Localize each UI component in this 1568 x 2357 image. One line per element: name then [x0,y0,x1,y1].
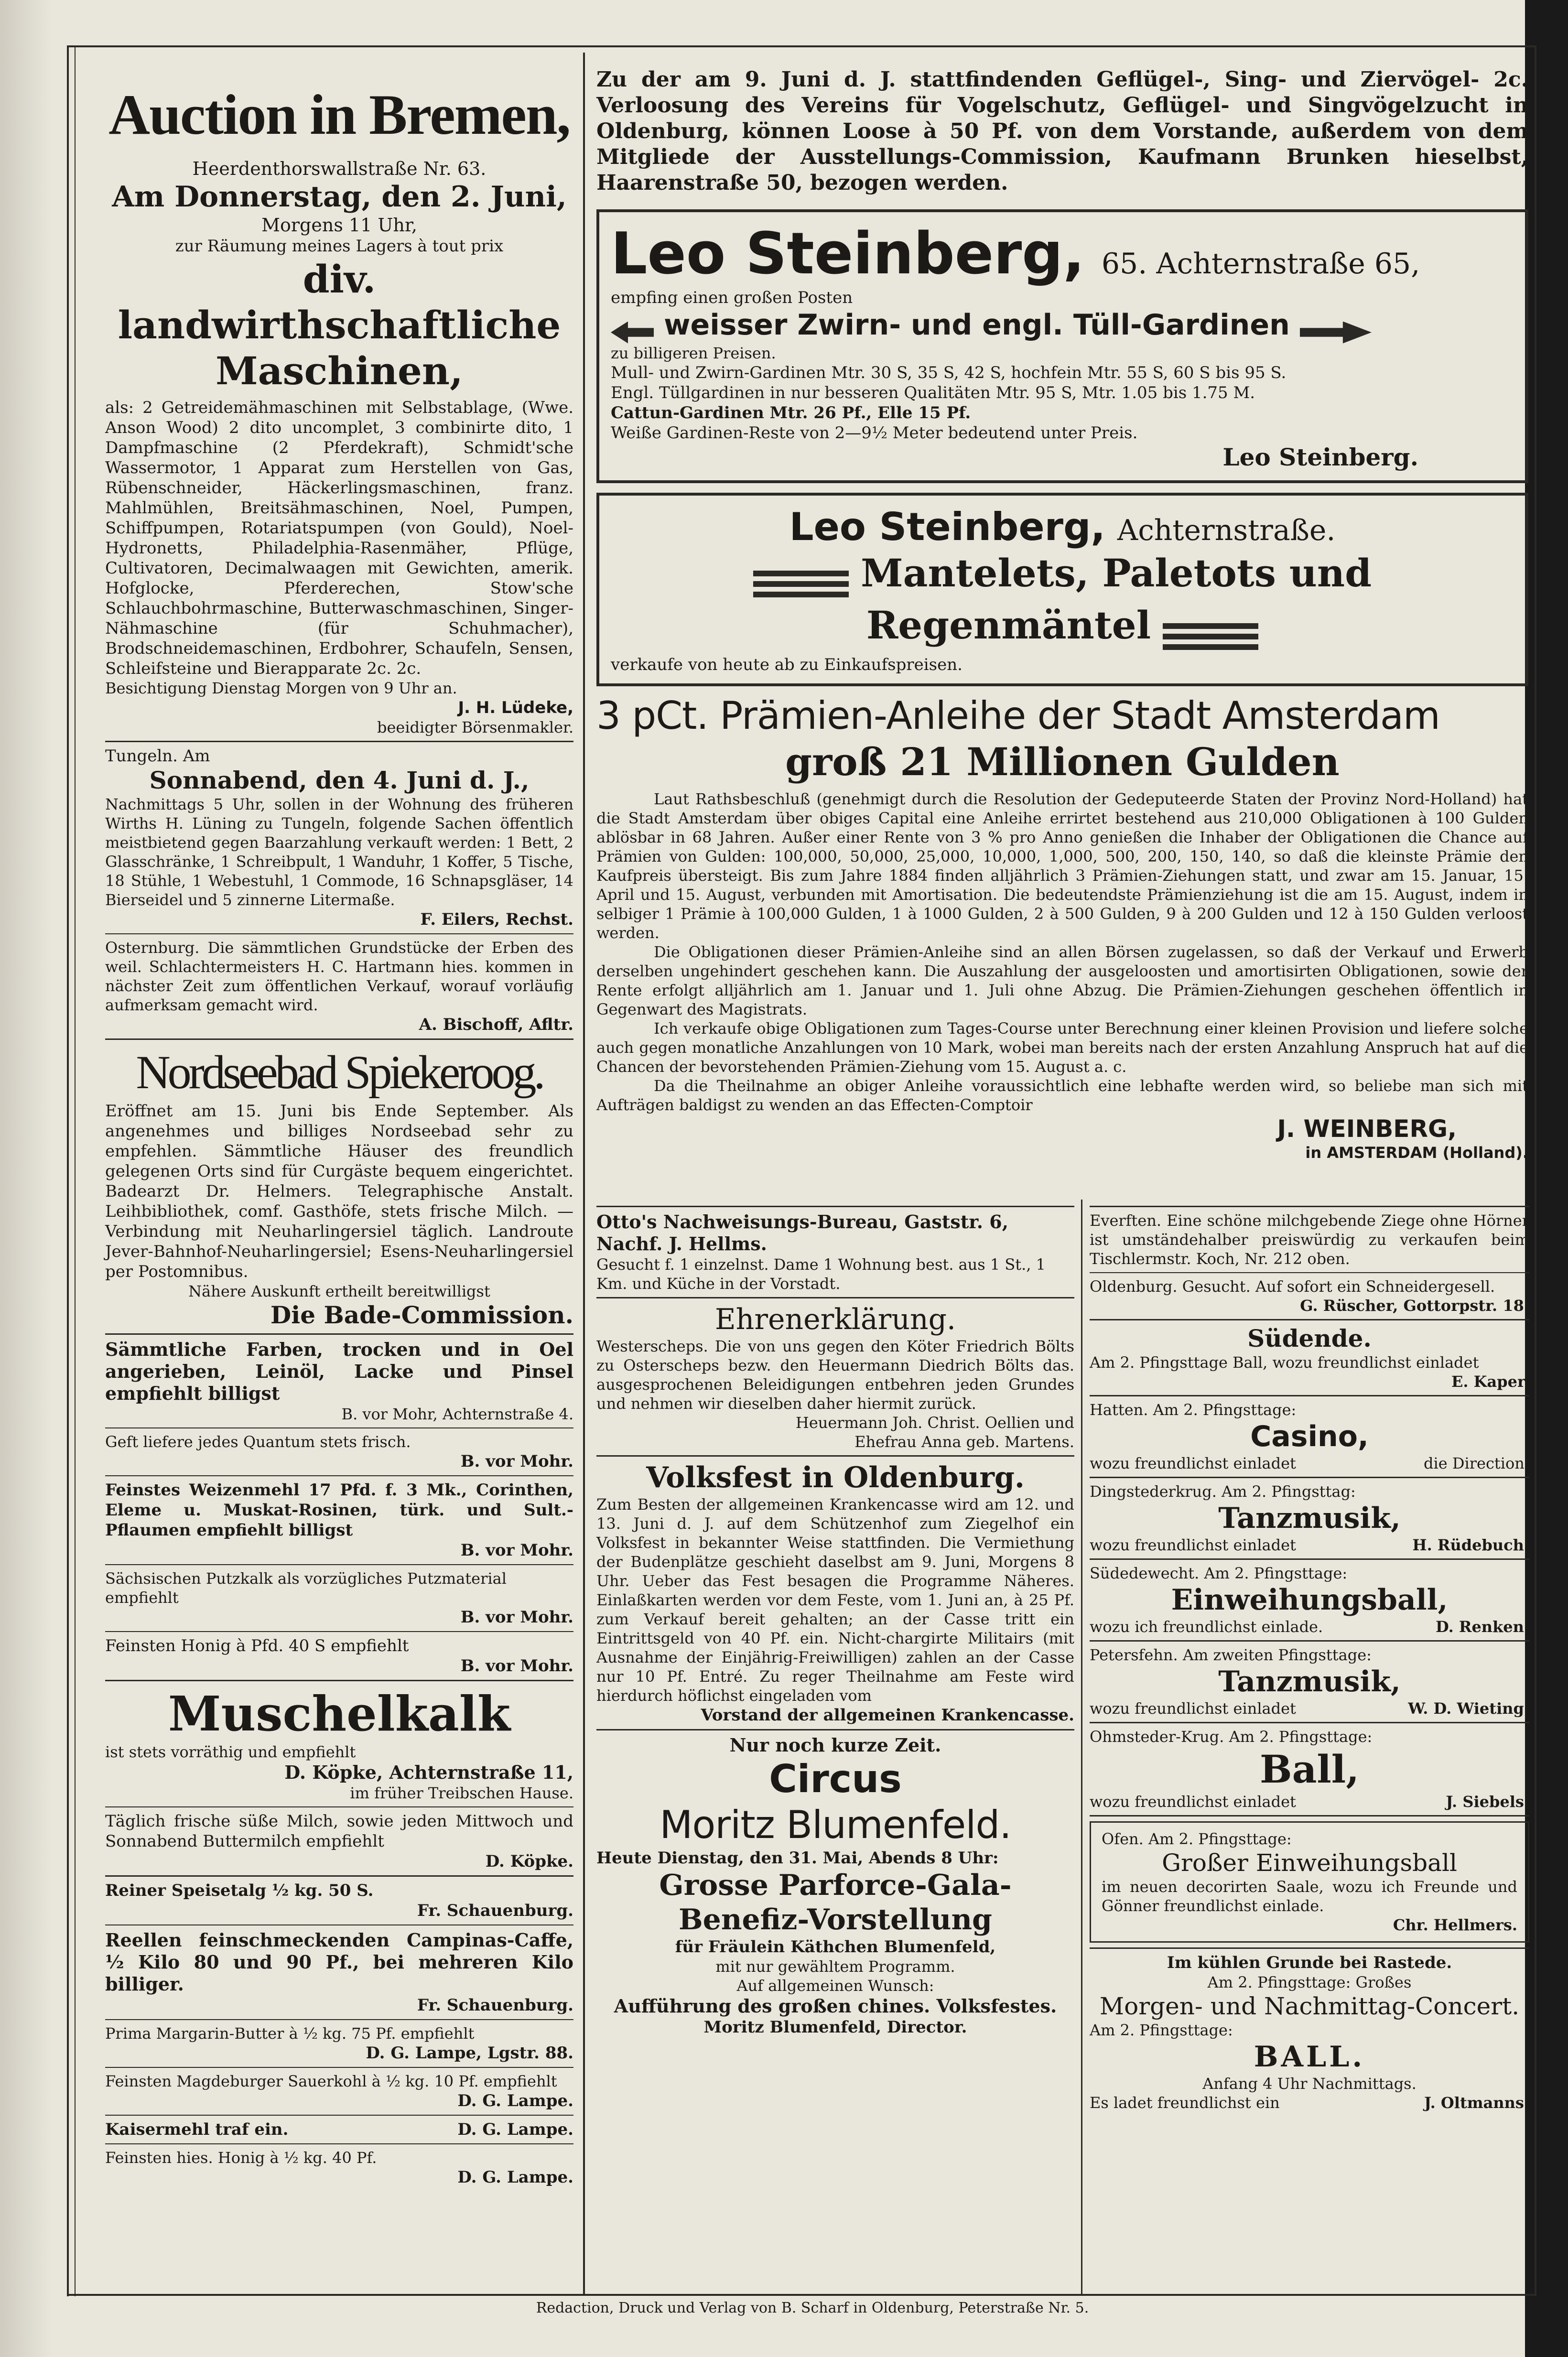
divider [105,741,573,742]
lampe-ad: Feinsten hies. Honig à ½ kg. 40 Pf. [105,2149,377,2167]
divider [596,1455,1074,1457]
suedende-ad: Am 2. Pfingsttage Ball, wozu freundlichst einladet [1090,1353,1479,1372]
sued-title: Einweihungsball, [1171,1583,1448,1617]
lampe-signer: D. G. Lampe. [457,2168,573,2187]
ofen-ad [1090,1821,1529,1943]
sued-signer: D. Renken. [1435,1618,1529,1636]
rastede-start: Anfang 4 Uhr Nachmittags. [1202,2075,1417,2093]
divider [596,1206,1074,1207]
lampe-signer: D. G. Lampe. [457,2091,573,2110]
divider [105,1806,573,1807]
auction-viewing: Besichtigung Dienstag Morgen von 9 Uhr an. [105,679,457,697]
dingst-intro: Dingstederkrug. Am 2. Pfingsttag: [1090,1482,1356,1501]
volksfest-signer: Vorstand der allgemeinen Krankencasse. [701,1706,1074,1725]
auction-heading: Maschinen, [216,348,463,393]
steinberg-address: Achternstraße. [1117,513,1336,547]
column-divider [1081,1200,1082,2294]
amsterdam-paragraph: Da die Theilnahme an obiger Anleihe voraussichtlich eine lebhafte werden wird, so beliebe man sich mit Aufträgen baldigst zu wenden an das Effecten-Comptoir [596,1076,1528,1114]
circus-for: für Fräulein Käthchen Blumenfeld, [675,1937,996,1957]
amsterdam-signer: J. WEINBERG, [1277,1114,1457,1143]
divider [105,2115,573,2116]
tungeln-date: Sonnabend, den 4. Juni d. J., [149,766,530,794]
divider [1090,1206,1529,1207]
ohm-signer: J. Siebels. [1446,1793,1529,1811]
steinberg-gardinen-ad [596,209,1528,483]
page-gutter [0,0,53,2357]
divider [105,2067,573,2068]
steinberg-signer: Leo Steinberg. [1222,443,1418,471]
steinberg-mantel-ad [596,493,1528,686]
circus-name: Moritz Blumenfeld. [660,1803,1011,1847]
steinberg-note: verkaufe von heute ab zu Einkaufspreisen. [611,655,962,674]
divider [1090,1395,1529,1396]
ohm-ad: wozu freundlichst einladet [1090,1793,1296,1811]
auction-body: als: 2 Getreidemähmaschinen mit Selbstablage, (Wwe. Anson Wood) 2 dito uncomplet, 3 combinirte dito, 1 Dampfmaschine (2 Pferdekraft), Schmidt'sche Wassermotor, 1 Apparat zum Herstellen von Gas, Rübenschneider, Häckerlingsmaschinen, franz. Mahlmühlen, Breitsähmaschinen, Noel, Pumpen, Schiffpumpen, Rotariatspumpen (von Gould), Noel-Hydronetts, Philadelphia-Rasenmäher, Pflüge, Cultivatoren, Decimalwaagen mit Gewichten, amerik. Hofglocke, Pferderechen, Stow'sche Schlauchbohrmaschine, Butterwaschmaschinen, Singer-Nähmaschine (für Schuhmacher), Brodschneidemaschinen, Erdbohrer, Schaufeln, Sensen, Schleifsteine und Bierapparate 2c. 2c. [105,398,573,678]
auction-date: Am Donnerstag, den 2. Juni, [112,180,567,214]
steinberg-address: 65. Achternstraße 65, [1101,247,1420,281]
dingst-signer: H. Rüdebuch. [1412,1536,1529,1554]
lampe-signer: D. G. Lampe, Lgstr. 88. [366,2043,573,2063]
ornament-bars [753,566,849,602]
ehren-signer: Heuermann Joh. Christ. Oellien und [795,1414,1074,1432]
lampe-ad: Kaisermehl traf ein. [105,2120,289,2139]
volksfest-ad [596,1460,1074,1725]
vormohr-signer: B. vor Mohr, Achternstraße 4. [341,1405,573,1423]
spiekeroog-signer: Die Bade-Commission. [270,1301,573,1329]
divider [105,2019,573,2020]
peters-ad: wozu freundlichst einladet [1090,1699,1296,1718]
vormohr-ad: Feinsten Honig à Pfd. 40 S empfiehlt [105,1636,409,1655]
sued-ad: wozu ich freundlichst einlade. [1090,1618,1323,1636]
ehren-ad [596,1302,1074,1451]
schauenburg-ad: Reiner Speisetalg ½ kg. 50 S. [105,1881,374,1900]
right-right-subcolumn [1090,1202,1529,2112]
peters-intro: Petersfehn. Am zweiten Pfingsttage: [1090,1646,1372,1664]
divider [1090,1272,1529,1273]
divider [105,2143,573,2144]
spiekeroog-ad [105,1044,573,1330]
divider [105,1631,573,1632]
suedende-title: Südende. [1247,1324,1372,1352]
auction-signer: J. H. Lüdeke, [458,698,573,717]
steinberg-name: Leo Steinberg, [611,221,1085,287]
steinberg-product: weisser Zwirn- und engl. Tüll-Gardinen [664,308,1290,342]
vormohr-ads [105,1339,573,1676]
schauenburg-signer: Fr. Schauenburg. [417,1901,573,1920]
ohm-title: Ball, [1259,1747,1360,1792]
steinberg-prices-intro: zu billigeren Preisen. [611,344,776,362]
osternburg-body: Osternburg. Die sämmtlichen Grundstücke der Erben des weil. Schlachtermeisters H. C. Hartmann hies. kommen in nächster Zeit zum öffentlichen Verkauf, worauf vorläufig aufmerksam gemacht wird. [105,939,573,1014]
vormohr-signer: B. vor Mohr. [460,1452,573,1471]
muschelkalk-signer: D. Köpke, Achternstraße 11, [284,1762,573,1783]
divider [596,1729,1074,1730]
circus-show: Grosse Parforce-Gala- [659,1869,1012,1902]
ofen-intro: Ofen. Am 2. Pfingsttage: [1102,1830,1292,1848]
rastede-intro2: Am 2. Pfingsttage: [1090,2021,1233,2039]
amsterdam-title: 3 pCt. Prämien-Anleihe der Stadt Amsterdam [596,693,1440,738]
circus-title: Circus [769,1757,902,1801]
auction-intro: zur Räumung meines Lagers à tout prix [175,237,504,256]
divider [1090,1319,1529,1320]
amsterdam-ad [596,693,1528,1162]
divider [105,1333,573,1335]
divider [1090,1558,1529,1560]
verloosung-notice: Zu der am 9. Juni d. J. stattfindenden Geflügel-, Sing- und Ziervögel- 2c. Verloosung des Vereins für Vogelschutz, Geflügel- und Singvögelzucht in Oldenburg, können Loose à 50 Pf. von dem Vorstande, außerdem von dem Mitgliede der Ausstellungs-Commission, Kaufmann Brunken hieselbst, Haarenstraße 50, bezogen werden. [596,67,1528,195]
steinberg-intro: empfing einen großen Posten [611,288,853,307]
rastede-signer: J. Oltmanns. [1424,2094,1529,2112]
divider [596,1297,1074,1298]
steinberg-product: Mantelets, Paletots und Regenmäntel [861,550,1372,648]
sued-intro: Südedewecht. Am 2. Pfingsttage: [1090,1564,1348,1582]
amsterdam-subtitle: groß 21 Millionen Gulden [785,739,1340,784]
frame-rule [67,2294,1536,2296]
circus-pre: Nur noch kurze Zeit. [729,1734,941,1756]
schauenburg-ads [105,1881,573,2015]
rastede-ball: BALL. [1254,2040,1365,2074]
amsterdam-paragraph: Ich verkaufe obige Obligationen zum Tages-Course unter Berechnung einer kleinen Provision und liefere solche auch gegen monatliche Anzahlungen von 10 Mark, wobei man bereits nach der ersten Anzahlung Anspruch hat auf die Chancen der bevorstehenden Prämien-Ziehung vom 15. August a. c. [596,1019,1528,1076]
spiekeroog-info: Nähere Auskunft ertheilt bereitwilligst [188,1282,490,1300]
hatten-title: Casino, [1250,1420,1369,1453]
ohm-intro: Ohmsteder-Krug. Am 2. Pfingsttage: [1090,1728,1373,1746]
divider [1090,1815,1529,1816]
circus-ad [596,1734,1074,2037]
steinberg-price-line: Weiße Gardinen-Reste von 2—9½ Meter bedeutend unter Preis. [611,423,1138,443]
divider [105,1875,573,1877]
steinberg-price-line: Mull- und Zwirn-Gardinen Mtr. 30 S, 35 S, 42 S, hochfein Mtr. 55 S, 60 S bis 95 S. [611,363,1287,382]
amsterdam-signer-sub: in AMSTERDAM (Holland). [1305,1143,1528,1162]
divider [1090,1947,1529,1949]
steinberg-name: Leo Steinberg, [789,504,1105,549]
lampe-ad: Feinsten Magdeburger Sauerkohl à ½ kg. 10 Pf. empfiehlt [105,2072,557,2090]
auction-address: Heerdenthorswallstraße Nr. 63. [192,158,487,179]
lampe-ad: Prima Margarin-Butter à ½ kg. 75 Pf. empfiehlt [105,2024,475,2043]
auction-time: Morgens 11 Uhr, [261,215,417,236]
otto-ad [596,1211,1074,1293]
dingst-ad: wozu freundlichst einladet [1090,1536,1296,1554]
muschelkalk-ad [105,1685,573,1871]
ehren-title: Ehrenerklärung. [714,1303,956,1336]
pointing-hand-icon [611,322,654,344]
vormohr-signer: B. vor Mohr. [460,1541,573,1560]
muschelkalk-body: ist stets vorräthig und empfiehlt [105,1743,356,1761]
schauenburg-signer: Fr. Schauenburg. [417,1996,573,2015]
imprint-footer: Redaction, Druck und Verlag von B. Scharf in Oldenburg, Peterstraße Nr. 5. [536,2300,1089,2316]
auction-title: Auction in Bremen, [108,83,570,146]
ofen-body: im neuen decorirten Saale, wozu ich Freunde und Gönner freundlichst einlade. [1102,1878,1517,1915]
vormohr-signer: B. vor Mohr. [460,1608,573,1627]
spiekeroog-title: Nordseebad Spiekeroog. [136,1046,543,1099]
rastede-title: Morgen- und Nachmittag-Concert. [1099,1992,1520,2020]
amsterdam-paragraph: Laut Rathsbeschluß (genehmigt durch die Resolution der Gedeputeerde Staten der Provinz Nord-Holland) hat die Stadt Amsterdam über obiges Capital eine Anleihe errirtet bestehend aus 210,000 Obligationen à 100 Gulden ablösbar in 68 Jahren. Außer einer Rente von 3 % pro Anno genießen die Inhaber der Obligationen die Chance auf Prämien von Gulden: 100,000, 50,000, 25,000, 10,000, 1,000, 500, 200, 150, 140, so daß die kleinste Prämie den Kaufpreis übersteigt. Bis zum Jahre 1884 finden alljährlich 3 Prämien-Ziehungen statt, und zwar am 15. Januar, 15. April und 15. August, verbunden mit Amortisation. Die bedeutendste Prämienziehung ist die am 15. August, indem in selbiger 1 Prämie à 100,000 Gulden, 1 à 1000 Gulden, 2 à 500 Gulden, 9 à 200 Gulden und 12 à 150 Gulden verloost werden. [596,789,1528,942]
circus-date: Heute Dienstag, den 31. Mai, Abends 8 Uhr: [596,1849,999,1868]
otto-title: Otto's Nachweisungs-Bureau, Gaststr. 6, Nachf. J. Hellms. [596,1211,1008,1254]
hatten-signer: die Direction. [1423,1454,1529,1472]
muschelkalk-title: Muschelkalk [168,1686,511,1742]
circus-prog: mit nur gewähltem Programm. [715,1957,955,1976]
peters-signer: W. D. Wieting. [1408,1699,1529,1718]
rastede-sub: Am 2. Pfingsttage: Großes [1207,1973,1412,1991]
volksfest-title: Volksfest in Oldenburg. [646,1461,1025,1494]
divider [1090,1477,1529,1478]
frame-rule [75,45,76,2296]
circus-signer: Moritz Blumenfeld, Director. [703,2018,967,2037]
circus-perf: Aufführung des großen chines. Volksfestes. [614,1995,1057,2017]
hatten-ad: wozu freundlichst einladet [1090,1454,1296,1472]
ehren-body: Westerscheps. Die von uns gegen den Köter Friedrich Bölts zu Osterscheps bezw. den Heuermann Diedrich Bölts das. ausgesprochenen Beleidigungen entbehren jeden Grundes und nehmen wir dieselben daher hiermit zurück. [596,1337,1074,1413]
vormohr-ad: Sämmtliche Farben, trocken und in Oel angerieben, Leinöl, Lacke und Pinsel empfiehlt billigst [105,1339,573,1404]
amsterdam-paragraph: Die Obligationen dieser Prämien-Anleihe sind an allen Börsen zugelassen, so daß der Verkauf und Erwerb derselben ungehindert geschehen kann. Die Auszahlung der ausgeloosten und amortisirten Obligationen, sowie der Rente erfolgt alljährlich am 1. Januar und 1. Juli ohne Abzug. Die Prämien-Ziehungen geschehen öffentlich in Gegenwart des Magistrats. [596,942,1528,1018]
divider [105,1038,573,1040]
everften-ad: Everften. Eine schöne milchgebende Ziege ohne Hörner ist umständehalber preiswürdig zu verkaufen beim Tischlermstr. Koch, Nr. 212 oben. [1090,1211,1529,1268]
column-divider [583,53,585,2294]
vormohr-ad: Feinstes Weizenmehl 17 Pfd. f. 3 Mk., Corinthen, Eleme u. Muskat-Rosinen, türk. und Sult.-Pflaumen empfiehlt billigst [105,1481,573,1540]
osternburg-signer: A. Bischoff, Afltr. [419,1015,573,1034]
ehren-signer: Ehefrau Anna geb. Martens. [854,1433,1074,1451]
ornament-bars [1163,618,1258,655]
scan-edge [1525,0,1568,2357]
divider [105,1475,573,1476]
vormohr-ad: Sächsischen Putzkalk als vorzügliches Putzmaterial empfiehlt [105,1569,507,1607]
auction-heading: div. landwirthschaftliche [118,257,561,347]
rastede-intro: Im kühlen Grunde bei Rastede. [1167,1953,1452,1972]
left-column [105,53,573,2187]
ofen-signer: Chr. Hellmers. [1393,1916,1517,1934]
osternburg-ad [105,938,573,1035]
schauenburg-ad: Reellen feinschmeckenden Campinas-Caffe, ½ Kilo 80 und 90 Pf., bei mehreren Kilo billiger. [105,1929,573,1995]
muschelkalk-ad2: Täglich frische süße Milch, sowie jeden Mittwoch und Sonnabend Buttermilch empfiehlt [105,1812,573,1851]
ofen-title: Großer Einweihungsball [1162,1849,1457,1877]
suedende-signer: E. Kaper. [1451,1373,1529,1391]
pointing-hand-icon [1300,322,1372,344]
circus-wish: Auf allgemeinen Wunsch: [736,1977,934,1995]
schneider-signer: G. Rüscher, Gottorpstr. 18. [1300,1297,1529,1315]
divider [1090,1722,1529,1723]
tungeln-body: Nachmittags 5 Uhr, sollen in der Wohnung des früheren Wirths H. Lüning zu Tungeln, folgende Sachen öffentlich meistbietend gegen Baarzahlung verkauft werden: 1 Bett, 2 Glasschränke, 1 Schreibpult, 1 Wanduhr, 1 Koffer, 5 Tische, 18 Stühle, 1 Webestuhl, 1 Commode, 16 Schnapsgläser, 14 Bierseidel und 5 zinnerne Litermaße. [105,795,573,909]
divider [1090,1640,1529,1642]
tungeln-signer: F. Eilers, Rechst. [420,910,573,929]
frame-rule [67,45,69,2296]
spiekeroog-body: Eröffnet am 15. Juni bis Ende September. Als angenehmes und billiges Nordseebad sehr zu empfehlen. Sämmtliche Häuser des freundlich gelegenen Orts sind für Curgäste bequem eingerichtet. Badearzt Dr. Helmers. Telegraphische Anstalt. Leihbibliothek, comf. Gasthöfe, stets frische Milch. — Verbindung mit Neuharlingersiel täglich. Landroute Jever-Bahnhof-Neuharlingersiel; Esens-Neuharlingersiel per Postomnibus. [105,1102,573,1281]
circus-show: Benefiz-Vorstellung [678,1903,993,1936]
vormohr-signer: B. vor Mohr. [460,1656,573,1676]
lampe-signer: D. G. Lampe. [457,2120,573,2139]
peters-title: Tanzmusik, [1218,1665,1401,1698]
divider [105,1680,573,1681]
divider [105,1564,573,1565]
dingst-title: Tanzmusik, [1218,1502,1401,1535]
vormohr-ad: Geft liefere jedes Quantum stets frisch. [105,1433,411,1451]
divider [105,1427,573,1428]
auction-ad [105,81,573,737]
right-left-subcolumn [596,1202,1074,2037]
tungeln-ad [105,746,573,930]
lampe-ads [105,2024,573,2187]
auction-signer-title: beeidigter Börsenmakler. [377,718,573,736]
steinberg-price-line: Engl. Tüllgardinen in nur besseren Qualitäten Mtr. 95 S, Mtr. 1.05 bis 1.75 M. [611,383,1255,402]
divider [105,933,573,934]
muschelkalk-signer: D. Köpke. [485,1852,573,1871]
frame-rule [1535,45,1536,2296]
steinberg-price-line: Cattun-Gardinen Mtr. 26 Pf., Elle 15 Pf. [611,403,971,422]
schneider-ad: Oldenburg. Gesucht. Auf sofort ein Schneidergesell. [1090,1277,1495,1296]
volksfest-body: Zum Besten der allgemeinen Krankencasse wird am 12. und 13. Juni d. J. auf dem Schützenhof zum Ziegelhof ein Volksfest in bekannter Weise stattfinden. Die Vermiethung der Budenplätze geschieht daselbst am 9. Juni, Morgens 8 Uhr. Ueber das Fest besagen die Programme Näheres. Einlaßkarten werden vor dem Feste, vom 1. Juni an, à 25 Pf. zum Verkauf bereit gehalten; an der Casse tritt ein Eintrittsgeld von 40 Pf. ein. Nicht-chargirte Militairs (mit Ausnahme der Einjährig-Freiwilligen) zahlen an der Casse nur 10 Pf. Entré. Zu reger Theilnahme am Feste wird hierdurch höflichst eingeladen vom [596,1495,1074,1705]
frame-rule [67,45,1536,47]
right-column [596,53,1528,1162]
tungeln-line: Tungeln. Am [105,746,210,766]
otto-body: Gesucht f. 1 einzelnst. Dame 1 Wohnung best. aus 1 St., 1 Km. und Küche in der Vorstadt. [596,1255,1046,1293]
muschelkalk-signer-sub: im früher Treibschen Hause. [350,1784,573,1802]
rastede-invite: Es ladet freundlichst ein [1090,2094,1280,2112]
hatten-intro: Hatten. Am 2. Pfingsttage: [1090,1401,1297,1419]
